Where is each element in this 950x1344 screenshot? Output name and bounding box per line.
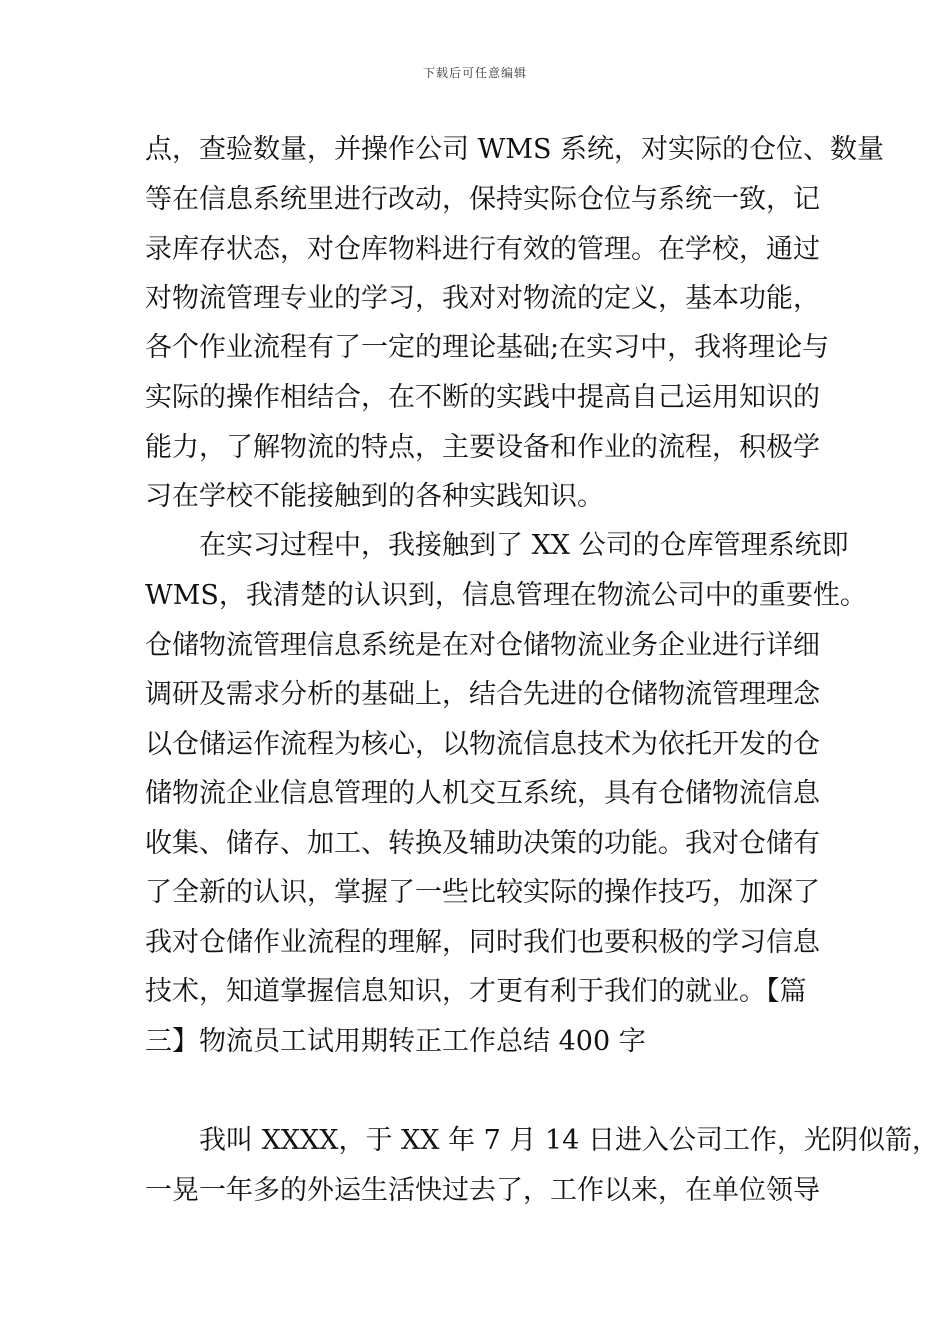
text-line: 了全新的认识，掌握了一些比较实际的操作技巧，加深了 bbox=[145, 877, 820, 908]
text-line: 习在学校不能接触到的各种实践知识。 bbox=[145, 481, 604, 512]
page-header: 下载后可任意编辑 bbox=[422, 66, 527, 80]
text-line: 各个作业流程有了一定的理论基础;在实习中，我将理论与 bbox=[145, 332, 830, 363]
text-line: 收集、储存、加工、转换及辅助决策的功能。我对仓储有 bbox=[145, 828, 820, 859]
text-line: 以仓储运作流程为核心，以物流信息技术为依托开发的仓 bbox=[145, 729, 820, 760]
text-line: 储物流企业信息管理的人机交互系统，具有仓储物流信息 bbox=[145, 778, 820, 809]
text-line: 等在信息系统里进行改动，保持实际仓位与系统一致，记 bbox=[145, 184, 820, 215]
text-line: 能力，了解物流的特点，主要设备和作业的流程，积极学 bbox=[145, 432, 820, 463]
text-line: 技术，知道掌握信息知识，才更有利于我们的就业。【篇 bbox=[145, 976, 807, 1007]
text-line: 我叫 XXXX，于 XX 年 7 月 14 日进入公司工作，光阴似箭， bbox=[145, 1125, 939, 1156]
text-line: 调研及需求分析的基础上，结合先进的仓储物流管理理念 bbox=[145, 679, 820, 710]
text-line: 在实习过程中，我接触到了 XX 公司的仓库管理系统即 bbox=[145, 530, 849, 561]
text-line: 点，查验数量，并操作公司 WMS 系统，对实际的仓位、数量 bbox=[145, 134, 885, 165]
text-line: 录库存状态，对仓库物料进行有效的管理。在学校，通过 bbox=[145, 234, 820, 265]
text-line: 对物流管理专业的学习，我对对物流的定义，基本功能， bbox=[145, 283, 820, 314]
text-line: 仓储物流管理信息系统是在对仓储物流业务企业进行详细 bbox=[145, 630, 820, 661]
text-line: 实际的操作相结合，在不断的实践中提高自己运用知识的 bbox=[145, 382, 820, 413]
text-line: 一晃一年多的外运生活快过去了，工作以来，在单位领导 bbox=[145, 1175, 820, 1206]
text-line: 三】物流员工试用期转正工作总结 400 字 bbox=[145, 1026, 646, 1057]
text-line: 我对仓储作业流程的理解，同时我们也要积极的学习信息 bbox=[145, 927, 820, 958]
text-line: WMS，我清楚的认识到，信息管理在物流公司中的重要性。 bbox=[145, 580, 867, 611]
